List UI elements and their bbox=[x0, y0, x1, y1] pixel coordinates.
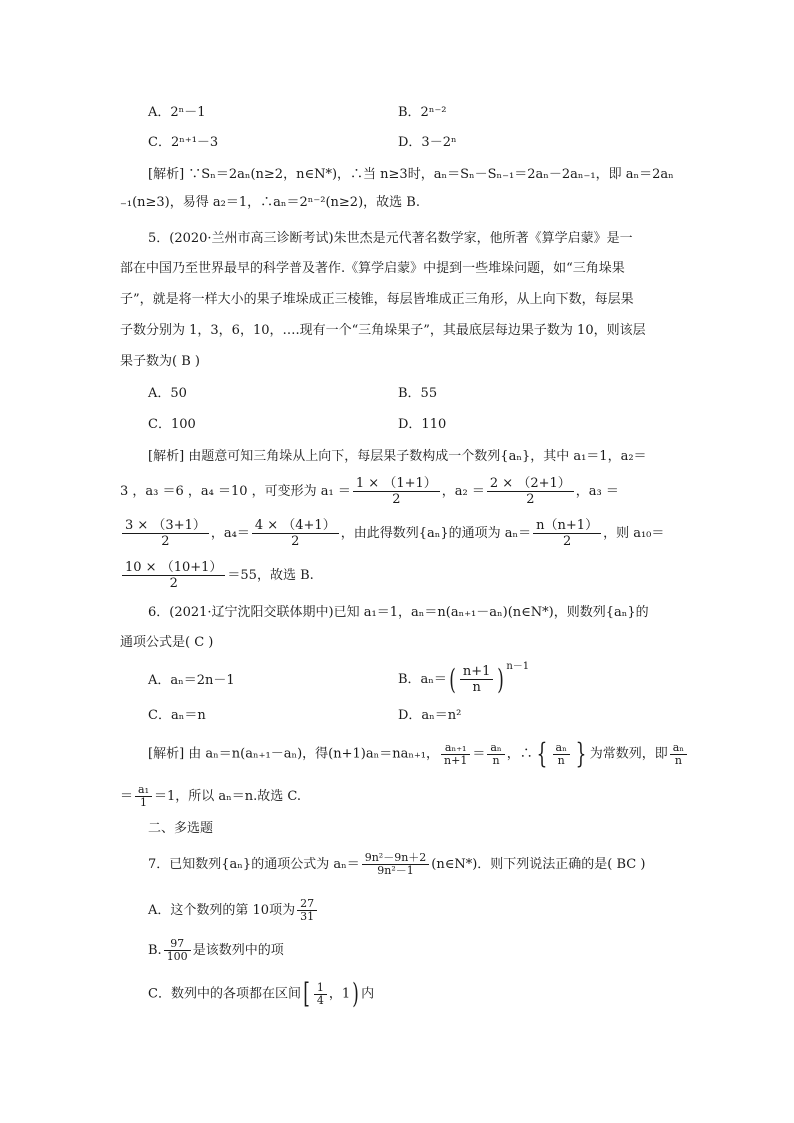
q4-option-d: D．3－2ⁿ bbox=[398, 135, 457, 150]
q5-sol-text: ，a₂ ＝ bbox=[441, 484, 485, 499]
analysis-tag: [解析] bbox=[148, 449, 185, 464]
q7-option-c bbox=[148, 977, 375, 1010]
q4-option-c: C．2ⁿ⁺¹－3 bbox=[148, 135, 219, 150]
q4-solution-text-1: ∵Sₙ＝2aₙ(n≥2，n∈N*)，∴当 n≥3时，aₙ＝Sₙ－Sₙ₋₁＝2aₙ－2aₙ₋₁，即 aₙ＝2aₙ bbox=[188, 167, 674, 182]
fraction-numerator: 1 bbox=[314, 982, 327, 995]
fraction bbox=[353, 476, 440, 507]
q5-sol-text: ，a₄＝ bbox=[210, 526, 250, 541]
q5-stem-line-2: 部在中国乃至世界最早的科学普及著作.《算学启蒙》中提到一些堆垛问题，如“三角垛果 bbox=[120, 261, 625, 276]
q5-solution-text-1: 由题意可知三角垛从上向下，每层果子数构成一个数列{aₙ}，其中 a₁＝1，a₂＝ bbox=[188, 449, 647, 464]
q5-solution-line-2 bbox=[120, 476, 619, 507]
fraction-denominator: 2 bbox=[392, 492, 401, 507]
q7-option-text: ，1 bbox=[328, 986, 351, 1002]
q7-option-text: C．数列中的各项都在区间 bbox=[148, 986, 301, 1002]
fraction-denominator: 2 bbox=[291, 534, 300, 549]
fraction bbox=[533, 518, 601, 549]
q7-stem bbox=[148, 852, 645, 877]
q5-option-c: C．100 bbox=[148, 417, 196, 432]
fraction bbox=[252, 518, 339, 549]
fraction-numerator: aₙ bbox=[553, 742, 570, 755]
q6-solution-line-2 bbox=[120, 784, 301, 809]
q4-option-b: B．2ⁿ⁻² bbox=[398, 105, 447, 120]
q5-stem-line-3: 子”，就是将一样大小的果子堆垛成正三棱锥，每层皆堆成正三角形，从上向下数，每层果 bbox=[120, 292, 634, 307]
q5-option-a: A．50 bbox=[148, 386, 187, 401]
q7-stem-text: 7．已知数列{aₙ}的通项公式为 aₙ＝ bbox=[148, 857, 360, 872]
q5-solution-line-1 bbox=[148, 448, 647, 466]
q7-option-a bbox=[148, 898, 319, 923]
q6-sol-text: ＝1，所以 aₙ＝n.故选 C. bbox=[153, 789, 302, 804]
q5-sol-text: ，a₃ ＝ bbox=[575, 484, 619, 499]
right-paren: ) bbox=[497, 662, 505, 696]
q7-option-text: 是该数列中的项 bbox=[192, 943, 284, 958]
fraction-numerator: aₙ bbox=[487, 742, 504, 755]
fraction bbox=[441, 742, 470, 767]
left-brace: { bbox=[536, 737, 547, 770]
q5-stem-line-5: 果子数为( B ) bbox=[120, 354, 200, 369]
fraction bbox=[487, 742, 504, 767]
q6-option-c: C．aₙ＝n bbox=[148, 708, 206, 723]
q6-option-d: D．aₙ＝n² bbox=[398, 708, 462, 723]
left-bracket: [ bbox=[303, 977, 310, 1010]
q6-sol-text: 由 aₙ＝n(aₙ₊₁－aₙ)，得(n+1)aₙ＝naₙ₊₁， bbox=[188, 746, 440, 762]
fraction bbox=[122, 518, 209, 549]
fraction-denominator: 2 bbox=[169, 576, 178, 591]
q5-stem-line-1: 5．(2020·兰州市高三诊断考试)朱世杰是元代著名数学家，他所著《算学启蒙》是一 bbox=[148, 231, 633, 246]
fraction-denominator: n bbox=[472, 680, 481, 695]
analysis-tag: [解析] bbox=[148, 746, 185, 762]
fraction-numerator: 27 bbox=[297, 898, 317, 911]
q5-option-d: D．110 bbox=[398, 417, 447, 432]
fraction-denominator: n+1 bbox=[444, 753, 468, 767]
q6-sol-text: 为常数列，即 bbox=[589, 746, 668, 762]
fraction-numerator: aₙ bbox=[670, 742, 687, 755]
section-heading: 二、多选题 bbox=[148, 821, 214, 836]
q7-option-text: B. bbox=[148, 943, 162, 958]
q7-option-text: A．这个数列的第 10项为 bbox=[148, 903, 296, 918]
equals-sign: ＝ bbox=[120, 789, 134, 804]
q6-sol-text: ，∴ bbox=[506, 746, 533, 762]
left-paren: ( bbox=[449, 662, 456, 696]
fraction bbox=[314, 982, 327, 1007]
fraction bbox=[553, 742, 570, 767]
fraction bbox=[135, 784, 152, 809]
q5-option-b: B．55 bbox=[398, 386, 438, 401]
fraction-numerator: n+1 bbox=[460, 664, 494, 680]
q4-solution-line-2: ₋₁(n≥3)，易得 a₂＝1，∴aₙ＝2ⁿ⁻²(n≥2)，故选 B. bbox=[120, 195, 420, 210]
fraction-numerator: 4 × （4+1） bbox=[252, 518, 339, 534]
fraction-numerator: aₙ₊₁ bbox=[441, 742, 470, 755]
q6-stem-line-1: 6．(2021·辽宁沈阳交联体期中)已知 a₁＝1，aₙ＝n(aₙ₊₁－aₙ)(n∈N*)，则数列{aₙ}的 bbox=[148, 605, 649, 620]
fraction-denominator: 4 bbox=[316, 993, 324, 1007]
fraction-denominator: 2 bbox=[526, 492, 535, 507]
fraction-numerator: 3 × （3+1） bbox=[122, 518, 209, 534]
fraction-numerator: a₁ bbox=[135, 784, 152, 797]
fraction-numerator: 97 bbox=[164, 938, 191, 951]
q6-option-b bbox=[398, 661, 530, 696]
q5-sol-text: ＝55，故选 B. bbox=[227, 568, 314, 583]
q6-stem-line-2: 通项公式是( C ) bbox=[120, 635, 214, 650]
q5-solution-line-3 bbox=[120, 518, 664, 549]
fraction-denominator: 31 bbox=[300, 910, 315, 923]
fraction-numerator: 1 × （1+1） bbox=[353, 476, 440, 492]
q7-option-text: 内 bbox=[361, 986, 375, 1002]
q7-stem-text: (n∈N*)．则下列说法正确的是( BC ) bbox=[431, 857, 646, 872]
fraction-denominator: 2 bbox=[562, 534, 572, 549]
fraction bbox=[164, 938, 191, 963]
exponent: n－1 bbox=[506, 661, 530, 672]
q7-option-b bbox=[148, 938, 284, 963]
fraction bbox=[122, 560, 225, 591]
q5-sol-text: 3 ，a₃ ＝6 ，a₄ ＝10 ，可变形为 a₁ ＝ bbox=[120, 484, 351, 499]
fraction-denominator: 1 bbox=[140, 796, 147, 809]
fraction bbox=[487, 476, 574, 507]
q5-solution-line-4 bbox=[120, 560, 314, 591]
fraction bbox=[362, 852, 430, 877]
fraction-numerator: n（n+1） bbox=[533, 518, 601, 534]
fraction-numerator: 10 × （10+1） bbox=[122, 560, 225, 576]
fraction bbox=[297, 898, 317, 923]
right-paren: ) bbox=[352, 977, 359, 1010]
fraction bbox=[670, 742, 687, 767]
q6-option-b-text: B．aₙ＝ bbox=[398, 672, 447, 687]
q4-option-a: A．2ⁿ－1 bbox=[148, 105, 206, 120]
q5-sol-text: ，由此得数列{aₙ}的通项为 aₙ＝ bbox=[340, 526, 532, 541]
fraction-denominator: n bbox=[492, 753, 500, 767]
fraction bbox=[460, 664, 494, 695]
fraction-denominator: n bbox=[674, 753, 682, 767]
fraction-denominator: 2 bbox=[161, 534, 170, 549]
q4-solution-line-1 bbox=[148, 166, 674, 184]
q6-solution-line-1 bbox=[148, 737, 689, 770]
fraction-denominator: n bbox=[557, 753, 565, 767]
right-brace: } bbox=[575, 737, 587, 770]
fraction-denominator: 100 bbox=[166, 950, 188, 963]
fraction-numerator: 9n²－9n＋2 bbox=[362, 852, 430, 865]
q5-sol-text: ，则 a₁₀＝ bbox=[603, 526, 665, 541]
fraction-denominator: 9n²－1 bbox=[377, 864, 414, 877]
equals-sign: ＝ bbox=[472, 746, 486, 762]
analysis-tag: [解析] bbox=[148, 167, 185, 182]
q5-stem-line-4: 子数分别为 1，3，6，10，….现有一个“三角垛果子”，其最底层每边果子数为 10，则该层 bbox=[120, 323, 646, 338]
q6-option-a: A．aₙ＝2n－1 bbox=[148, 673, 235, 688]
fraction-numerator: 2 × （2+1） bbox=[487, 476, 574, 492]
